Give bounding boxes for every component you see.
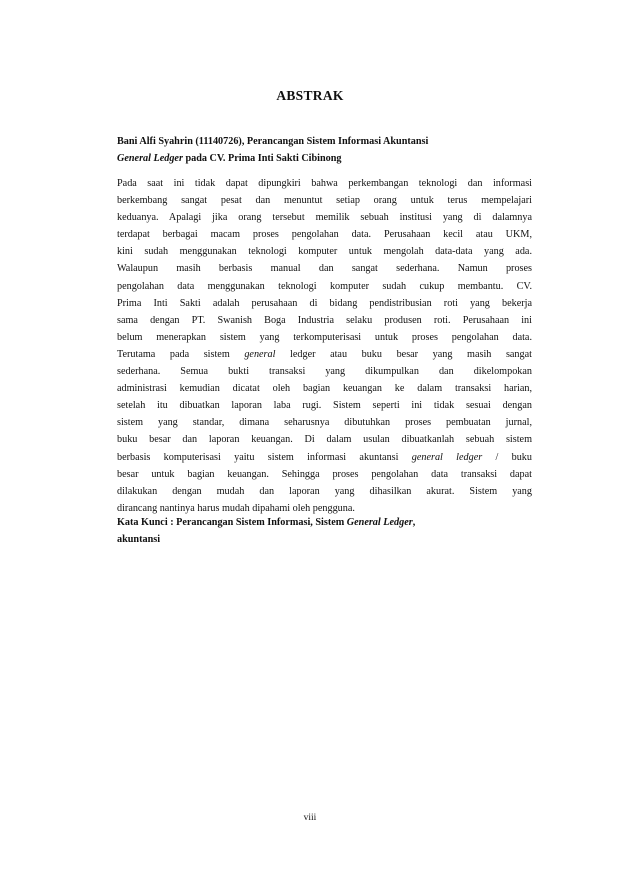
abstract-line: sama dengan PT. Swanish Boga Industria selaku produsen roti. Perusahaan ini <box>117 314 532 326</box>
abstract-line: Pada saat ini tidak dapat dipungkiri bahwa perkembangan teknologi dan informasi <box>117 178 532 189</box>
abstract-line: besar untuk bagian keuangan. Sehingga proses pengolahan data transaksi dapat <box>117 468 532 480</box>
abstract-line: berkembang sangat pesat dan menuntut setiap orang untuk terus mempelajari <box>117 195 532 207</box>
author-line-2-rest: pada CV. Prima Inti Sakti Cibinong <box>182 153 342 164</box>
abstract-text: Terutama pada sistem <box>117 348 245 360</box>
abstract-text: / buku <box>482 451 532 463</box>
abstract-line: sistem yang standar, dimana seharusnya dibutuhkan proses pembuatan jurnal, <box>117 417 532 429</box>
keywords-text: Kata Kunci : Perancangan Sistem Informasi, Sistem <box>117 517 347 528</box>
abstract-line: belum menerapkan sistem yang terkomputerisasi untuk proses pengolahan data. <box>117 331 532 343</box>
keywords-italic-term: General Ledger <box>346 517 413 528</box>
abstract-line: kini sudah menggunakan teknologi komputer untuk mengolah data-data yang ada. <box>117 246 532 258</box>
abstract-line: setelah itu dibuatkan laporan laba rugi. Sistem seperti ini tidak sesuai dengan <box>117 400 532 412</box>
abstract-line: sederhana. Semua bukti transaksi yang dikumpulkan dan dikelompokan <box>117 366 532 378</box>
abstract-line: buku besar dan laporan keuangan. Di dalam usulan dibuatkanlah sebuah sistem <box>117 434 532 446</box>
author-line-1: Bani Alfi Syahrin (11140726), Perancangan Sistem Informasi Akuntansi <box>117 136 429 147</box>
keywords-text: , <box>412 517 416 528</box>
author-line-2 <box>117 150 537 167</box>
author-block <box>117 133 537 167</box>
abstract-line: pengolahan data menggunakan teknologi komputer sudah cukup membantu. CV. <box>117 280 532 292</box>
abstract-line: dilakukan dengan mudah dan laporan yang dihasilkan akurat. Sistem yang <box>117 485 532 497</box>
abstract-line: Walaupun masih berbasis manual dan sangat sederhana. Namun proses <box>117 263 532 275</box>
abstract-line: dirancang nantinya harus mudah dipahami oleh pengguna. <box>117 502 355 514</box>
abstract-text: ledger atau buku besar yang masih sangat <box>275 348 532 360</box>
keywords-line-1 <box>117 514 537 531</box>
abstract-italic-term: general ledger <box>411 451 483 463</box>
abstract-line: terdapat berbagai macam proses pengolahan data. Perusahaan kecil atau UKM, <box>117 229 532 241</box>
page-number: viii <box>303 813 317 823</box>
page-title: ABSTRAK <box>276 88 344 103</box>
abstract-line: administrasi kemudian dicatat oleh bagian keuangan ke dalam transaksi harian, <box>117 383 532 395</box>
abstract-line <box>117 346 532 363</box>
abstract-body <box>117 175 532 517</box>
abstract-text: berbasis komputerisasi yaitu sistem informasi akuntansi <box>117 451 412 463</box>
abstract-italic-term: general <box>244 348 276 360</box>
abstract-line <box>117 449 532 466</box>
abstract-line: Prima Inti Sakti adalah perusahaan di bidang pendistribusian roti yang bekerja <box>117 297 532 309</box>
abstract-line: keduanya. Apalagi jika orang tersebut memilik sebuah institusi yang di dalamnya <box>117 212 532 224</box>
keywords-block <box>117 514 537 548</box>
author-italic-term: General Ledger <box>117 153 183 164</box>
keywords-line-2: akuntansi <box>117 534 161 545</box>
